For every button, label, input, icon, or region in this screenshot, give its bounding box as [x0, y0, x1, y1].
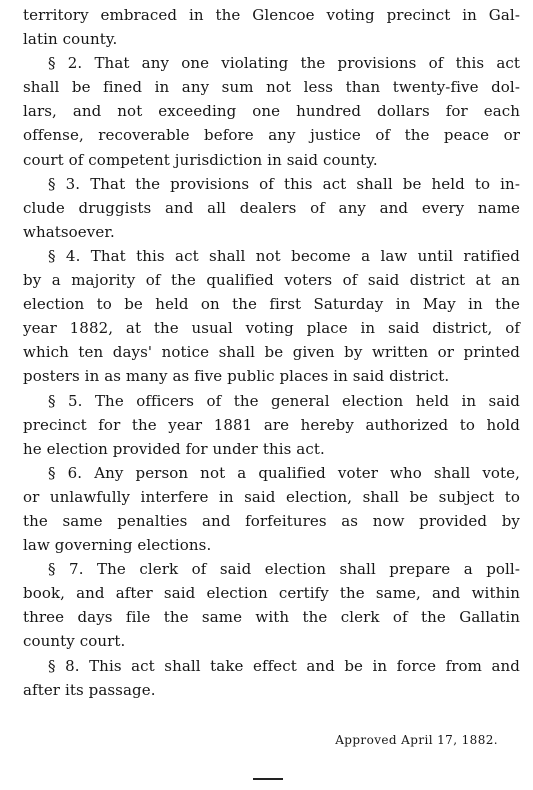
- text-line: § 5. The officers of the general election held in said: [48, 391, 520, 410]
- text-line: whatsoever.: [23, 222, 115, 241]
- text-line: clude druggists and all dealers of any and every name: [23, 198, 520, 217]
- text-line: shall be fined in any sum not less than twenty-five dol-: [23, 78, 520, 97]
- text-line: by a majority of the qualified voters of said district at an: [23, 271, 520, 290]
- section-6: [23, 461, 520, 557]
- section-1-tail: [23, 3, 520, 51]
- text-line: court of competent jurisdiction in said county.: [23, 150, 378, 169]
- text-line: three days file the same with the clerk of the Gallatin: [23, 608, 520, 627]
- text-line: book, and after said election certify the same, and within: [23, 584, 520, 603]
- section-3: [23, 172, 520, 244]
- text-line: law governing elections.: [23, 536, 212, 555]
- text-line: § 7. The clerk of said election shall prepare a poll-: [48, 560, 520, 579]
- text-line: the same penalties and forfeitures as now provided by: [23, 511, 520, 530]
- text-line: § 2. That any one violating the provisions of this act: [48, 54, 520, 73]
- section-8: [23, 654, 520, 702]
- text-line: or unlawfully interfere in said election, shall be subject to: [23, 487, 520, 506]
- text-line: he election provided for under this act.: [23, 439, 325, 458]
- text-line: lars, and not exceeding one hundred dollars for each: [23, 102, 520, 121]
- section-4: [23, 244, 520, 389]
- text-line: § 4. That this act shall not become a law until ratified: [48, 246, 520, 265]
- text-line: county court.: [23, 632, 126, 651]
- section-7: [23, 557, 520, 653]
- section-5: [23, 389, 520, 461]
- text-line: after its passage.: [23, 680, 156, 699]
- text-line: § 8. This act shall take effect and be in force from and: [48, 656, 520, 675]
- end-rule: [253, 778, 283, 780]
- text-line: latin county.: [23, 30, 118, 49]
- section-2: [23, 51, 520, 171]
- text-line: year 1882, at the usual voting place in said district, of: [23, 319, 520, 338]
- text-line: offense, recoverable before any justice of the peace or: [23, 126, 520, 145]
- text-line: § 6. Any person not a qualified voter who shall vote,: [48, 463, 520, 482]
- text-line: territory embraced in the Glencoe voting precinct in Gal-: [23, 6, 520, 24]
- text-line: posters in as many as five public places in said district.: [23, 367, 450, 386]
- text-line: § 3. That the provisions of this act shall be held to in-: [48, 174, 520, 193]
- text-line: precinct for the year 1881 are hereby authorized to hold: [23, 415, 520, 434]
- text-line: which ten days' notice shall be given by written or printed: [23, 343, 520, 362]
- approval-date: Approved April 17, 1882.: [335, 733, 498, 747]
- text-line: election to be held on the first Saturday in May in the: [23, 295, 520, 314]
